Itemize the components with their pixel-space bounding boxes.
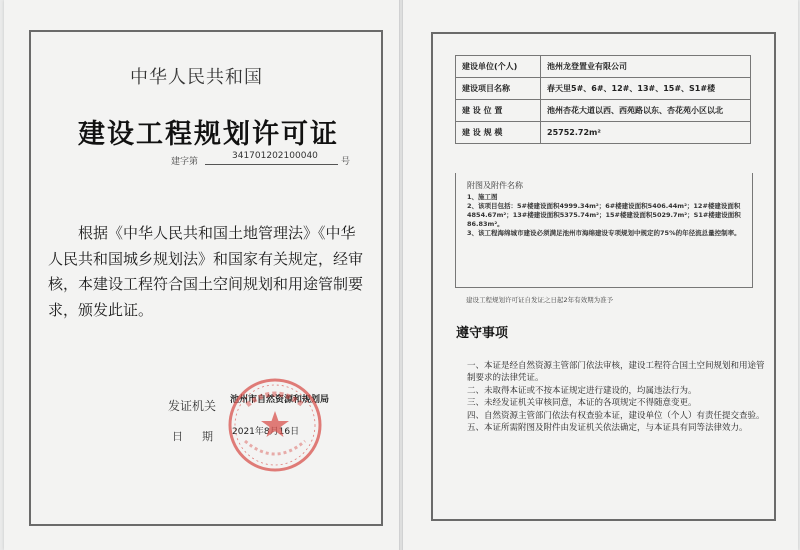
validity-note: 建设工程规划许可证自发证之日起2年有效期为准予 bbox=[466, 296, 614, 304]
issuer-label: 发证机关 bbox=[168, 399, 217, 413]
attachment-item: 2、该项目包括：5#楼建设面积4999.34m²；6#楼建设面积5406.44m²；12#楼建设面积4854.67m²；13#楼建设面积5375.74m²；15#楼建设面积5029.7m²；S1#楼建设面积86.83m²。 bbox=[467, 202, 741, 228]
attachments-title: 附图及附件名称 bbox=[467, 181, 523, 190]
issue-date: 2021年8月16日 bbox=[232, 427, 300, 437]
notice-item: 五、本证所需附图及附件由发证机关依法确定，与本证具有同等法律效力。 bbox=[467, 423, 748, 434]
cert-number-prefix: 建字第 bbox=[171, 157, 199, 167]
cert-number: 341701202100040 bbox=[232, 151, 318, 161]
date-label: 日期 bbox=[172, 430, 232, 443]
table-row-label: 建设项目名称 bbox=[456, 78, 541, 100]
notice-item: 三、未经发证机关审核同意，本证的各项规定不得随意变更。 bbox=[467, 398, 697, 409]
cert-number-underline bbox=[205, 164, 338, 165]
table-row-value: 池州杏花大道以西、西苑路以东、杏花苑小区以北 bbox=[541, 100, 751, 122]
notice-list bbox=[467, 360, 769, 434]
table-row-label: 建设单位(个人) bbox=[456, 56, 541, 78]
table-row-label: 建 设 规 模 bbox=[456, 122, 541, 144]
issuing-authority: 池州市自然资源和规划局 bbox=[230, 395, 330, 405]
table-row bbox=[456, 56, 751, 78]
notice-item: 一、本证是经自然资源主管部门依法审核，建设工程符合国土空间规划和用途管制要求的法律凭证。 bbox=[467, 361, 765, 384]
notice-item: 二、未取得本证或不按本证规定进行建设的，均属违法行为。 bbox=[467, 385, 697, 396]
project-info-table bbox=[455, 55, 751, 144]
table-row bbox=[456, 78, 751, 100]
table-row-value: 春天里5#、6#、12#、13#、15#、S1#楼 bbox=[541, 78, 751, 100]
table-row bbox=[456, 122, 751, 144]
table-row bbox=[456, 100, 751, 122]
attachments-list bbox=[467, 193, 747, 238]
notice-title: 遵守事项 bbox=[456, 326, 509, 341]
notice-item: 四、自然资源主管部门依法有权查验本证，建设单位（个人）有责任提交查验。 bbox=[467, 410, 765, 421]
table-row-value: 25752.72m² bbox=[541, 122, 751, 144]
page-fold bbox=[399, 0, 403, 550]
cert-number-suffix: 号 bbox=[341, 157, 351, 167]
table-row-label: 建 设 位 置 bbox=[456, 100, 541, 122]
official-seal-stamp bbox=[225, 375, 325, 475]
table-row-value: 池州龙登置业有限公司 bbox=[541, 56, 751, 78]
attachment-item: 3、该工程海绵城市建设必须满足池州市海绵建设专项规划中规定的75%的年径流总量控制率。 bbox=[467, 229, 741, 237]
country-name: 中华人民共和国 bbox=[130, 67, 263, 88]
certificate-body-text: 根据《中华人民共和国土地管理法》《中华人民共和国城乡规划法》和国家有关规定，经审核，本建设工程符合国土空间规划和用途管制要求，颁发此证。 bbox=[48, 224, 364, 319]
attachment-item: 1、施工图 bbox=[467, 193, 498, 201]
certificate-title: 建设工程规划许可证 bbox=[78, 119, 339, 150]
